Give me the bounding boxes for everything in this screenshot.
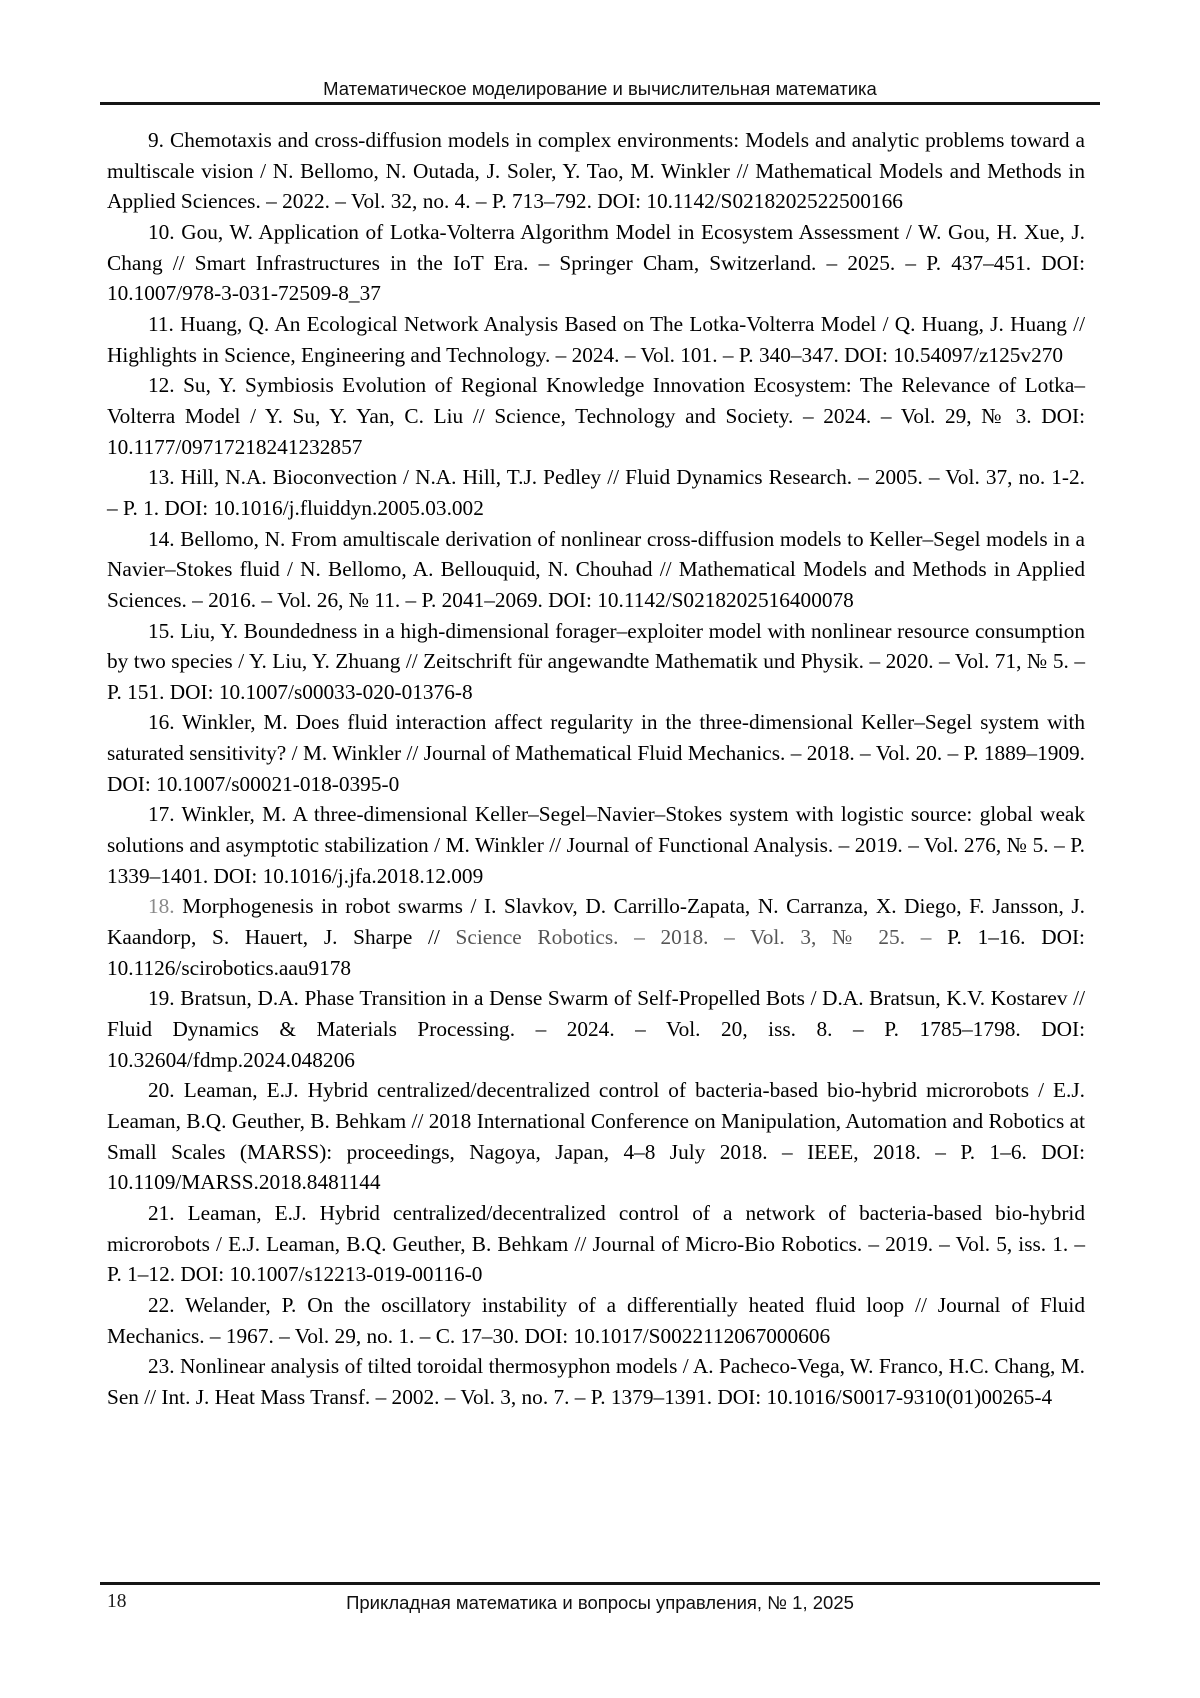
header-rule (100, 102, 1100, 105)
reference-text-segment: P. 1–16. DOI: 10.1126/scirobotics.aau9178 (107, 925, 1085, 980)
running-head-title: Математическое моделирование и вычислительная математика (323, 78, 877, 99)
reference-text-segment: Winkler, M. Does fluid interaction affect regularity in the three-dimensional Keller–Segel system with saturated sensitivity? / M. Winkler // Journal of Mathematical Fluid Mechanics. – 2018. – Vol. 20. – P. 1889–1909. DOI: 10.1007/s00021-018-0395-0 (107, 710, 1086, 796)
reference-item (107, 1075, 1085, 1198)
reference-item (107, 799, 1085, 891)
reference-text-segment: Gou, W. Application of Lotka-Volterra Algorithm Model in Ecosystem Assessment / W. Gou, H. Xue, J. Chang // Smart Infrastructures in the IoT Era. – Springer Cham, Switzerland. – 2025. – P. 437–451. DOI: 10.1007/978-3-031-72509-8_37 (107, 219, 1085, 306)
reference-number: 10. (148, 219, 182, 244)
reference-number: 22. (148, 1292, 186, 1317)
reference-list (107, 125, 1085, 1413)
reference-text-segment: Leaman, E.J. Hybrid centralized/decentralized control of a network of bacteria-based bio-hybrid microrobots / E.J. Leaman, B.Q. Geuther, B. Behkam // Journal of Micro-Bio Robotics. – 2019. – Vol. 5, iss. 1. – P. 1–12. DOI: 10.1007/s12213-019-00116-0 (107, 1200, 1086, 1287)
reference-text-segment: Hill, N.A. Bioconvection / N.A. Hill, T.J. Pedley // Fluid Dynamics Research. – 2005. – Vol. 37, no. 1-2. – P. 1. DOI: 10.1016/j.fluiddyn.2005.03.002 (107, 465, 1085, 520)
reference-number: 19. (148, 986, 181, 1011)
reference-item (107, 125, 1085, 217)
reference-number: 9. (148, 128, 170, 152)
reference-text-segment: Chemotaxis and cross-diffusion models in complex environments: Models and analytic problems toward a multiscale vision / N. Bellomo, N. Outada, J. Soler, Y. Tao, M. Winkler // Mathematical Models and Methods in Applied Sciences. – 2022. – Vol. 32, no. 4. – P. 713–792. DOI: 10.1142/S0218202522500166 (107, 128, 1086, 214)
reference-text-segment: Leaman, E.J. Hybrid centralized/decentralized control of bacteria-based bio-hybrid microrobots / E.J. Leaman, B.Q. Geuther, B. Behkam // 2018 International Conference on Manipulation, Automation and Robotics at Small Scales (MARSS): proceedings, Nagoya, Japan, 4–8 July 2018. – IEEE, 2018. – P. 1–6. DOI: 10.1109/MARSS.2018.8481144 (107, 1078, 1085, 1195)
reference-item (107, 1198, 1085, 1290)
reference-text-segment: Su, Y. Symbiosis Evolution of Regional Knowledge Innovation Ecosystem: The Relevance of Lotka–Volterra Model / Y. Su, Y. Yan, C. Liu // Science, Technology and Society. – 2024. – Vol. 29, № 3. DOI: 10.1177/09717218241232857 (107, 373, 1085, 459)
footer-journal-line: Прикладная математика и вопросы управления, № 1, 2025 (346, 1592, 854, 1613)
footer-rule (100, 1582, 1100, 1585)
reference-number: 12. (148, 373, 184, 398)
reference-number: 13. (148, 465, 181, 490)
reference-text-segment: Liu, Y. Boundedness in a high-dimensional forager–exploiter model with nonlinear resource consumption by two species / Y. Liu, Y. Zhuang // Zeitschrift für angewandte Mathematik und Physik. – 2020. – Vol. 71, № 5. – P. 151. DOI: 10.1007/s00033-020-01376-8 (107, 618, 1086, 704)
reference-text-segment: Winkler, M. A three-dimensional Keller–Segel–Navier–Stokes system with logistic source: global weak solutions and asymptotic stabilization / M. Winkler // Journal of Functional Analysis. – 2019. – Vol. 276, № 5. – P. 1339–1401. DOI: 10.1016/j.jfa.2018.12.009 (107, 802, 1085, 888)
reference-item (107, 370, 1085, 462)
reference-item (107, 1290, 1085, 1351)
reference-item (107, 462, 1085, 523)
reference-text-segment: Huang, Q. An Ecological Network Analysis Based on The Lotka-Volterra Model / Q. Huang, J. Huang // Highlights in Science, Engineering and Technology. – 2024. – Vol. 101. – P. 340–347. DOI: 10.54097/z125v270 (107, 311, 1085, 367)
reference-item (107, 524, 1085, 616)
reference-item (107, 616, 1085, 708)
reference-number: 18. (148, 894, 183, 919)
reference-number: 21. (148, 1200, 188, 1225)
reference-item (107, 309, 1085, 370)
reference-number: 14. (148, 526, 181, 551)
page-number: 18 (107, 1591, 127, 1612)
reference-text-segment: Science Robotics. – 2018. – Vol. 3, № 25. – (455, 925, 948, 950)
reference-number: 20. (148, 1078, 184, 1103)
reference-item (107, 217, 1085, 309)
reference-item (107, 891, 1085, 983)
reference-item (107, 983, 1085, 1075)
reference-text-segment: Welander, P. On the oscillatory instability of a differentially heated fluid loop // Journal of Fluid Mechanics. – 1967. – Vol. 29, no. 1. – C. 17–30. DOI: 10.1017/S0022112067000606 (107, 1292, 1085, 1348)
reference-text-segment: Morphogenesis in robot swarms / I. Slavkov, D. Carrillo-Zapata, N. Carranza, X. Diego, F. Jansson, J. Kaandorp, S. Hauert, J. Sharpe // (107, 894, 1085, 950)
reference-number: 16. (148, 710, 183, 735)
reference-text-segment: Bratsun, D.A. Phase Transition in a Dense Swarm of Self-Propelled Bots / D.A. Bratsun, K.V. Kostarev // Fluid Dynamics & Materials Processing. – 2024. – Vol. 20, iss. 8. – P. 1785–1798. DOI: 10.32604/fdmp.2024.048206 (107, 986, 1085, 1072)
reference-text-segment: Bellomo, N. From amultiscale derivation of nonlinear cross-diffusion models to Keller–Segel models in a Navier–Stokes fluid / N. Bellomo, A. Bellouquid, N. Chouhad // Mathematical Models and Methods in Applied Sciences. – 2016. – Vol. 26, № 11. – P. 2041–2069. DOI: 10.1142/S0218202516400078 (107, 526, 1085, 612)
reference-number: 15. (148, 618, 181, 643)
reference-text-segment: Nonlinear analysis of tilted toroidal thermosyphon models / A. Pacheco-Vega, W. Franco, H.C. Chang, M. Sen // Int. J. Heat Mass Transf. – 2002. – Vol. 3, no. 7. – P. 1379–1391. DOI: 10.1016/S0017-9310(01)00265-4 (107, 1354, 1085, 1409)
reference-item (107, 707, 1085, 799)
reference-number: 11. (148, 311, 181, 336)
reference-number: 17. (148, 802, 182, 827)
reference-item (107, 1351, 1085, 1412)
reference-number: 23. (148, 1354, 181, 1379)
